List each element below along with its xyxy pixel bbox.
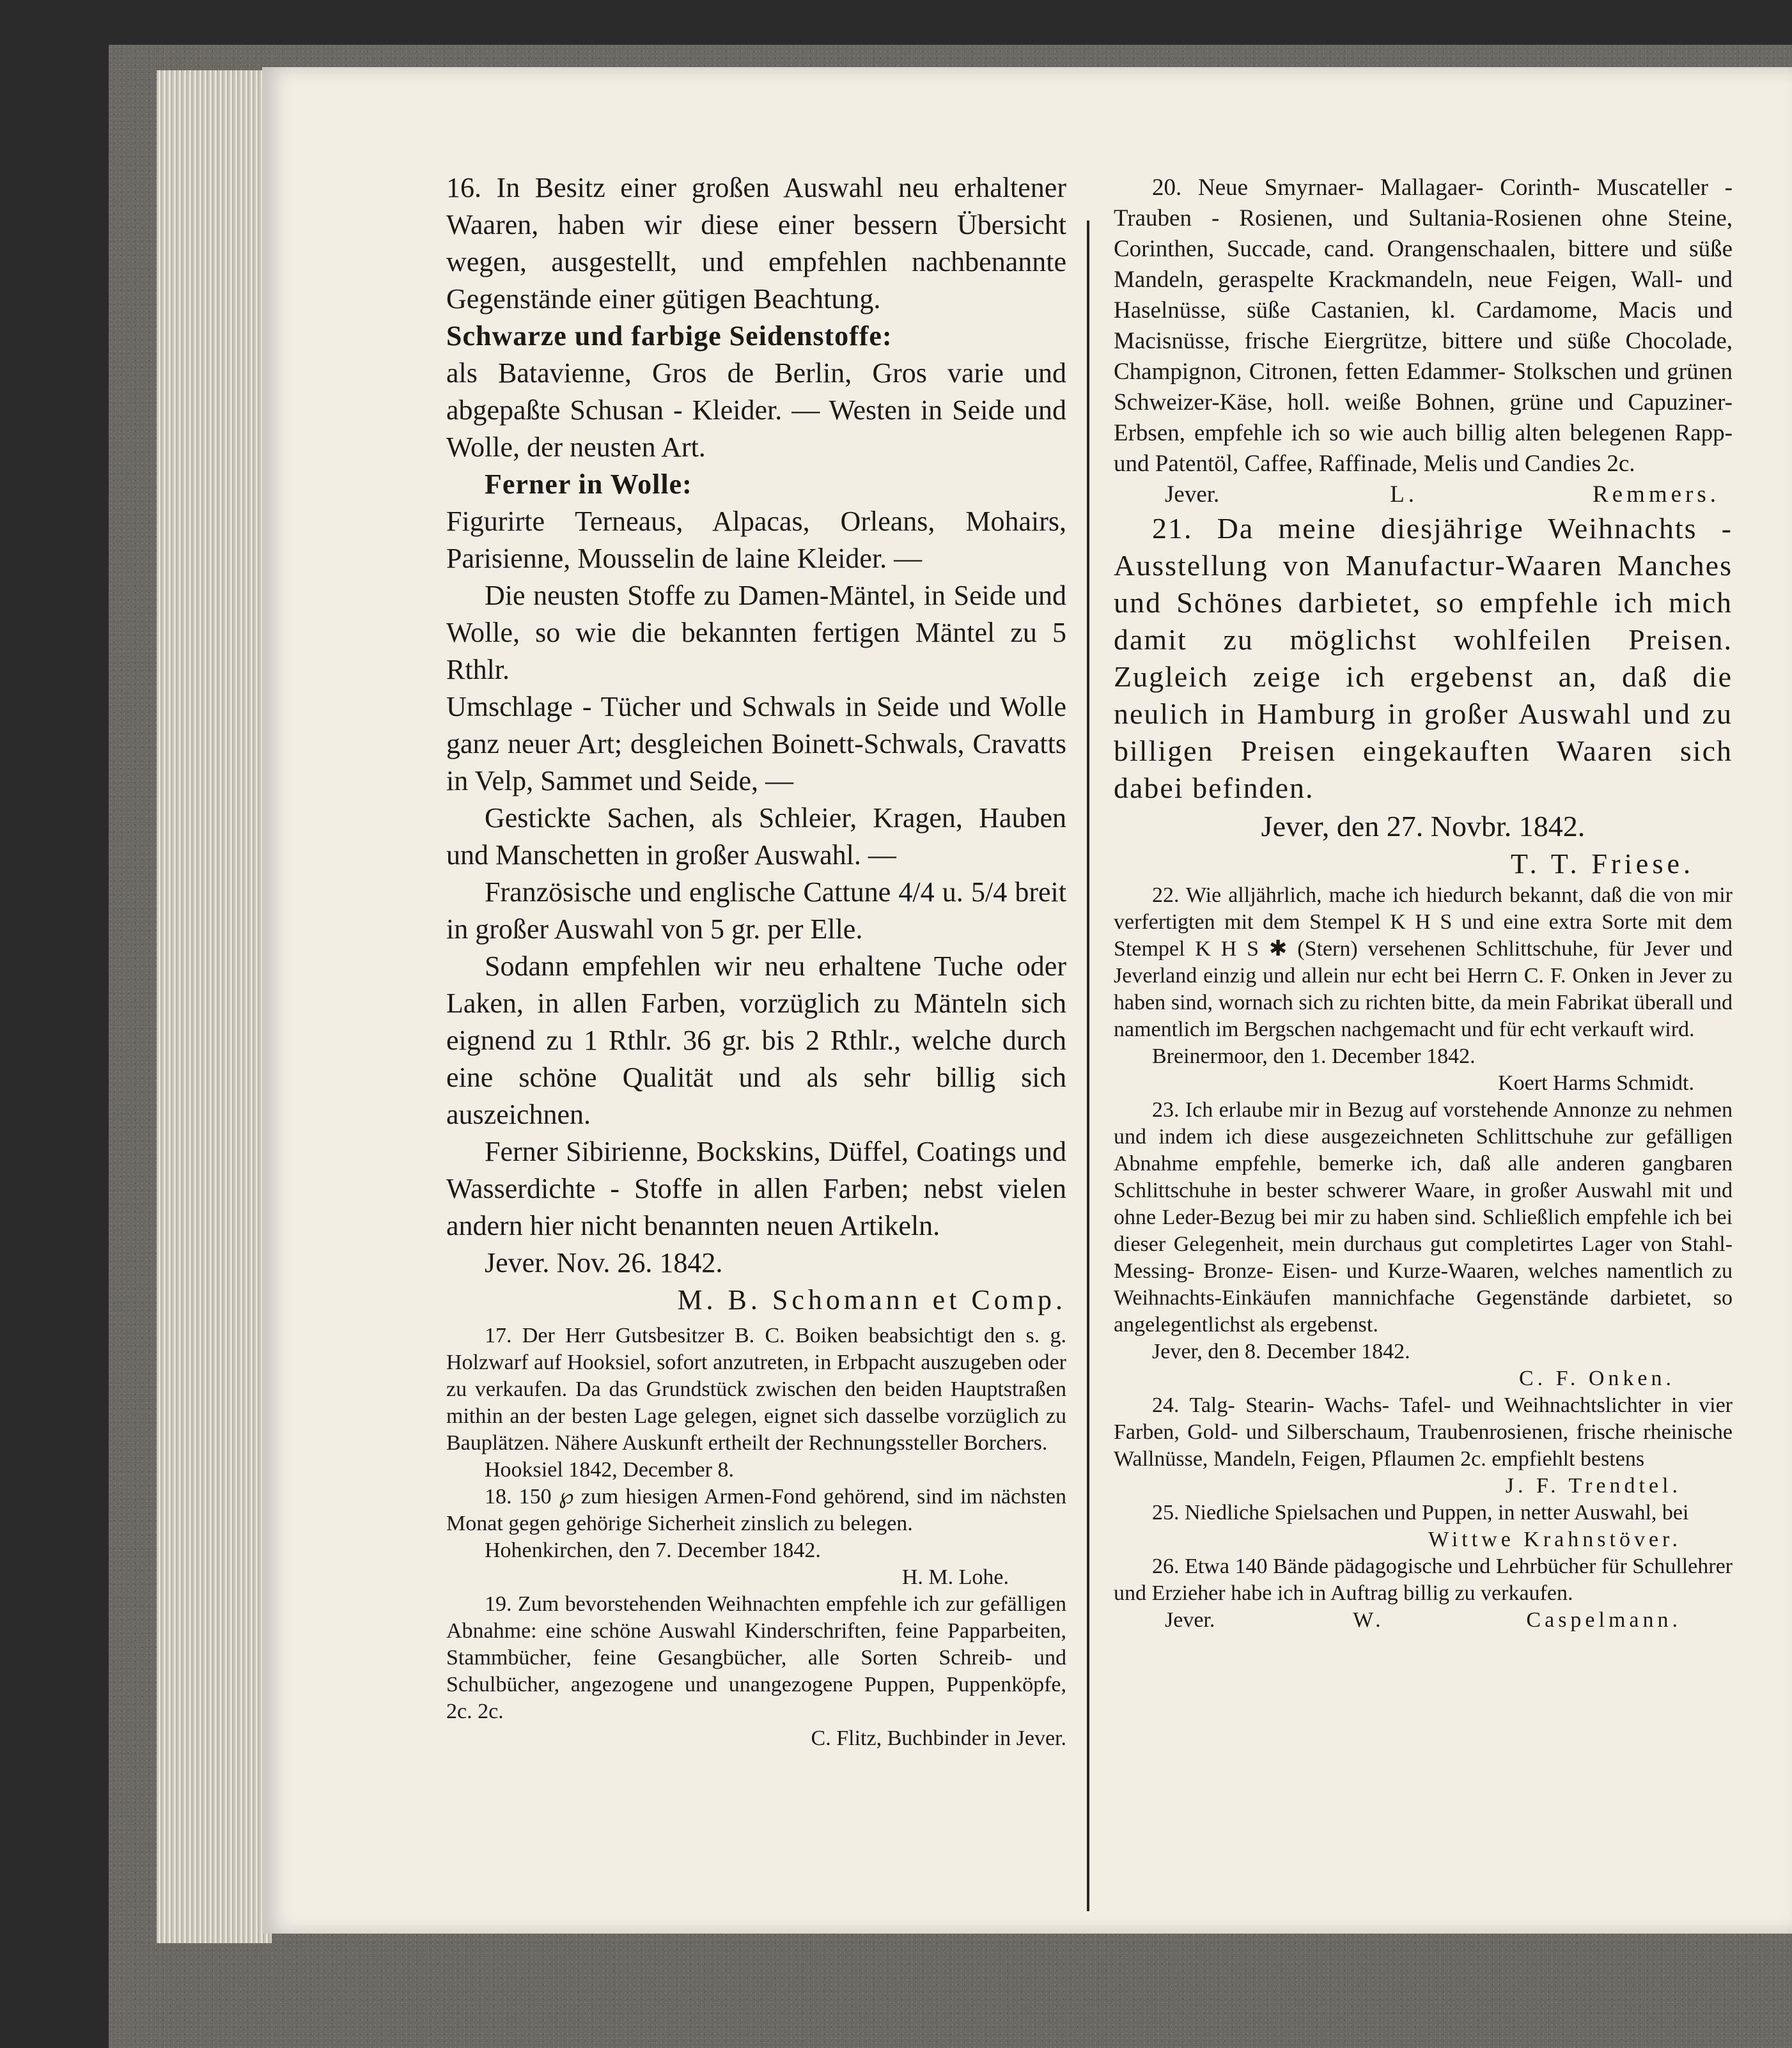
ad22-signature: Koert Harms Schmidt.	[1498, 1071, 1694, 1095]
left-column	[446, 169, 1066, 1752]
ad-24	[1114, 1392, 1733, 1500]
ad26-signature: W. Caspelmann.	[1353, 1608, 1681, 1632]
ad23-signature: C. F. Onken.	[1518, 1367, 1675, 1390]
ad16-more: Ferner Sibirienne, Bockskins, Düffel, Coatings und Wasserdichte - Stoffe in allen Farben; nebst vielen andern hier nicht benannten neuen Artikeln.	[446, 1136, 1066, 1241]
ad24-signature: J. F. Trendtel.	[1505, 1474, 1681, 1498]
ad26-text: 26. Etwa 140 Bände pädagogische und Lehrbücher für Schullehrer und Erzieher habe ich in Auftrag billig zu verkaufen.	[1114, 1555, 1733, 1605]
ad-23	[1114, 1097, 1733, 1392]
ad16-heading-wool: Ferner in Wolle:	[485, 469, 692, 500]
ad20-footer	[1114, 479, 1733, 510]
ad-21	[1114, 510, 1733, 882]
ad-17	[446, 1323, 1066, 1484]
ad20-text: 20. Neue Smyrnaer- Mallagaer- Corinth- Muscateller - Trauben - Rosienen, und Sultania-Rosienen ohne Steine, Corinthen, Succade, cand. Orangenschaalen, bittere und süße Mandeln, geraspelte Krackmandeln, neue Feigen, Wall- und Haselnüsse, süße Castanien, kl. Cardamome, Macis und Macisnüsse, frische Eiergrütze, bittere und süße Chocolade, Champignon, Citronen, fetten Edammer- Stolkschen und grünen Schweizer-Käse, holl. weiße Bohnen, grüne und Capuziner-Erbsen, empfehle ich so wie auch billig alten belegenen Rapp- und Patentöl, Caffee, Raffinade, Melis und Candies 2c.	[1114, 175, 1733, 477]
ad16-embroidery: Gestickte Sachen, als Schleier, Kragen, Hauben und Manschetten in großer Auswahl. —	[446, 802, 1066, 871]
ad-20	[1114, 173, 1733, 510]
ad-16	[446, 169, 1066, 1319]
ad17-text: 17. Der Herr Gutsbesitzer B. C. Boiken beabsichtigt den s. g. Holzwarf auf Hooksiel, sofort anzutreten, in Erbpacht auszugeben oder zu verkaufen. Da das Grundstück zwischen den beiden Hauptstraßen mithin an der besten Lage gelegen, eignet sich dasselbe vorzüglich zu Bauplätzen. Nähere Auskunft ertheilt der Rechnungssteller Borchers.	[446, 1324, 1066, 1455]
ad22-date: Breinermoor, den 1. December 1842.	[1152, 1044, 1476, 1068]
page-edges	[157, 70, 272, 1943]
ad16-cloth: Sodann empfehlen wir neu erhaltene Tuche oder Laken, in allen Farben, vorzüglich zu Mänteln sich eignend zu 1 Rthlr. 36 gr. bis 2 Rthlr., welche durch eine schöne Qualität und als sehr billig sich auszeichnen.	[446, 950, 1066, 1130]
ad16-coats: Die neusten Stoffe zu Damen-Mäntel, in Seide und Wolle, so wie die bekannten fertigen Mäntel zu 5 Rthlr.	[446, 580, 1066, 685]
ad19-signature: C. Flitz, Buchbinder in Jever.	[811, 1726, 1066, 1750]
ad16-signature: M. B. Schomann et Comp.	[677, 1284, 1066, 1315]
ad23-text: 23. Ich erlaube mir in Bezug auf vorstehende Annonze zu nehmen und indem ich diese ausgezeichneten Schlittschuhe zur gefälligen Abnahme empfehle, bemerke ich, daß alle anderen gangbaren Schlittschuhe in bester schwerer Waare, in großer Auswahl mit und ohne Leder-Bezug bei mir zu haben sind. Schließlich empfehle ich bei dieser Gelegenheit, mein durchaus gut completirtes Lager von Stahl- Messing- Bronze- Eisen- und Kurze-Waaren, welches namentlich zu Weihnachts-Einkäufen mannichfache Gegenstände darbietet, so angelegentlichst als ergebenst.	[1114, 1098, 1733, 1337]
ad26-footer	[1114, 1607, 1733, 1634]
ad18-signature: H. M. Lohe.	[901, 1565, 1009, 1589]
book-page	[262, 67, 1792, 1934]
ad23-date: Jever, den 8. December 1842.	[1152, 1340, 1410, 1363]
ad20-signature: L. Remmers.	[1390, 481, 1720, 508]
ad-26	[1114, 1553, 1733, 1634]
ad20-place: Jever.	[1165, 481, 1220, 508]
ad17-date: Hooksiel 1842, December 8.	[485, 1458, 734, 1482]
ad16-shawls: Umschlage - Tücher und Schwals in Seide und Wolle ganz neuer Art; desgleichen Boinett-Schwals, Cravatts in Velp, Sammet und Seide, —	[446, 691, 1066, 796]
ad16-silk-text: als Batavienne, Gros de Berlin, Gros varie und abgepaßte Schusan - Kleider. — Westen in Seide und Wolle, der neusten Art.	[446, 357, 1066, 463]
ad-22	[1114, 882, 1733, 1097]
ad-18	[446, 1484, 1066, 1591]
ad-25	[1114, 1500, 1733, 1553]
right-column	[1114, 173, 1733, 1634]
ad25-text: 25. Niedliche Spielsachen und Puppen, in netter Auswahl, bei	[1152, 1501, 1689, 1524]
ad21-signature: T. T. Friese.	[1511, 848, 1694, 880]
ad24-text: 24. Talg- Stearin- Wachs- Tafel- und Weihnachtslichter in vier Farben, Gold- und Silberschaum, Traubenrosienen, frische rheinische Wallnüsse, Mandeln, Feigen, Pflaumen 2c. empfiehlt bestens	[1114, 1393, 1733, 1471]
ad16-date: Jever. Nov. 26. 1842.	[485, 1247, 723, 1278]
ad16-cottons: Französische und englische Cattune 4/4 u. 5/4 breit in großer Auswahl von 5 gr. per Elle.	[446, 876, 1066, 945]
ad-19	[446, 1591, 1066, 1752]
ad21-text: 21. Da meine diesjährige Weihnachts - Ausstellung von Manufactur-Waaren Manches und Schönes darbietet, so empfehle ich mich damit zu möglichst wohlfeilen Preisen. Zugleich zeige ich ergebenst an, daß die neulich in Hamburg in großer Auswahl und zu billigen Preisen eingekauften Waaren sich dabei befinden.	[1114, 512, 1733, 804]
ad16-wool-text: Figurirte Terneaus, Alpacas, Orleans, Mohairs, Parisienne, Mousselin de laine Kleider. —	[446, 506, 1066, 574]
ad21-date: Jever, den 27. Novbr. 1842.	[1261, 810, 1586, 842]
ad19-text: 19. Zum bevorstehenden Weihnachten empfehle ich zur gefälligen Abnahme: eine schöne Auswahl Kinderschriften, feine Papparbeiten, Stammbücher, feine Gesangbücher, alle Sorten Schreib- und Schulbücher, angezogene und unangezogene Puppen, Puppenköpfe, 2c. 2c.	[446, 1592, 1066, 1723]
ad18-date: Hohenkirchen, den 7. December 1842.	[485, 1539, 821, 1562]
ad25-signature: Wittwe Krahnstöver.	[1428, 1528, 1681, 1551]
ad22-text: 22. Wie alljährlich, mache ich hiedurch bekannt, daß die von mir verfertigten mit dem Stempel K H S und eine extra Sorte mit dem Stempel K H S ✱ (Stern) versehenen Schlittschuhe, für Jever und Jeverland einzig und allein nur echt bei Herrn C. F. Onken in Jever zu haben sind, wornach sich zu richten bitte, da mein Fabrikat überall und namentlich im Bergschen nachgemacht und für echt verkauft wird.	[1114, 883, 1733, 1041]
ad16-intro: 16. In Besitz einer großen Auswahl neu erhaltener Waaren, haben wir diese einer bessern Übersicht wegen, ausgestellt, und empfehlen nachbenannte Gegenstände einer gütigen Beachtung.	[446, 172, 1066, 314]
ad26-place: Jever.	[1165, 1608, 1215, 1632]
ad18-text: 18. 150 ℘ zum hiesigen Armen-Fond gehörend, sind im nächsten Monat gegen gehörige Sicherheit zinslich zu belegen.	[446, 1485, 1066, 1535]
column-rule	[1087, 221, 1089, 1911]
ad16-heading-silk: Schwarze und farbige Seidenstoffe:	[446, 320, 892, 352]
